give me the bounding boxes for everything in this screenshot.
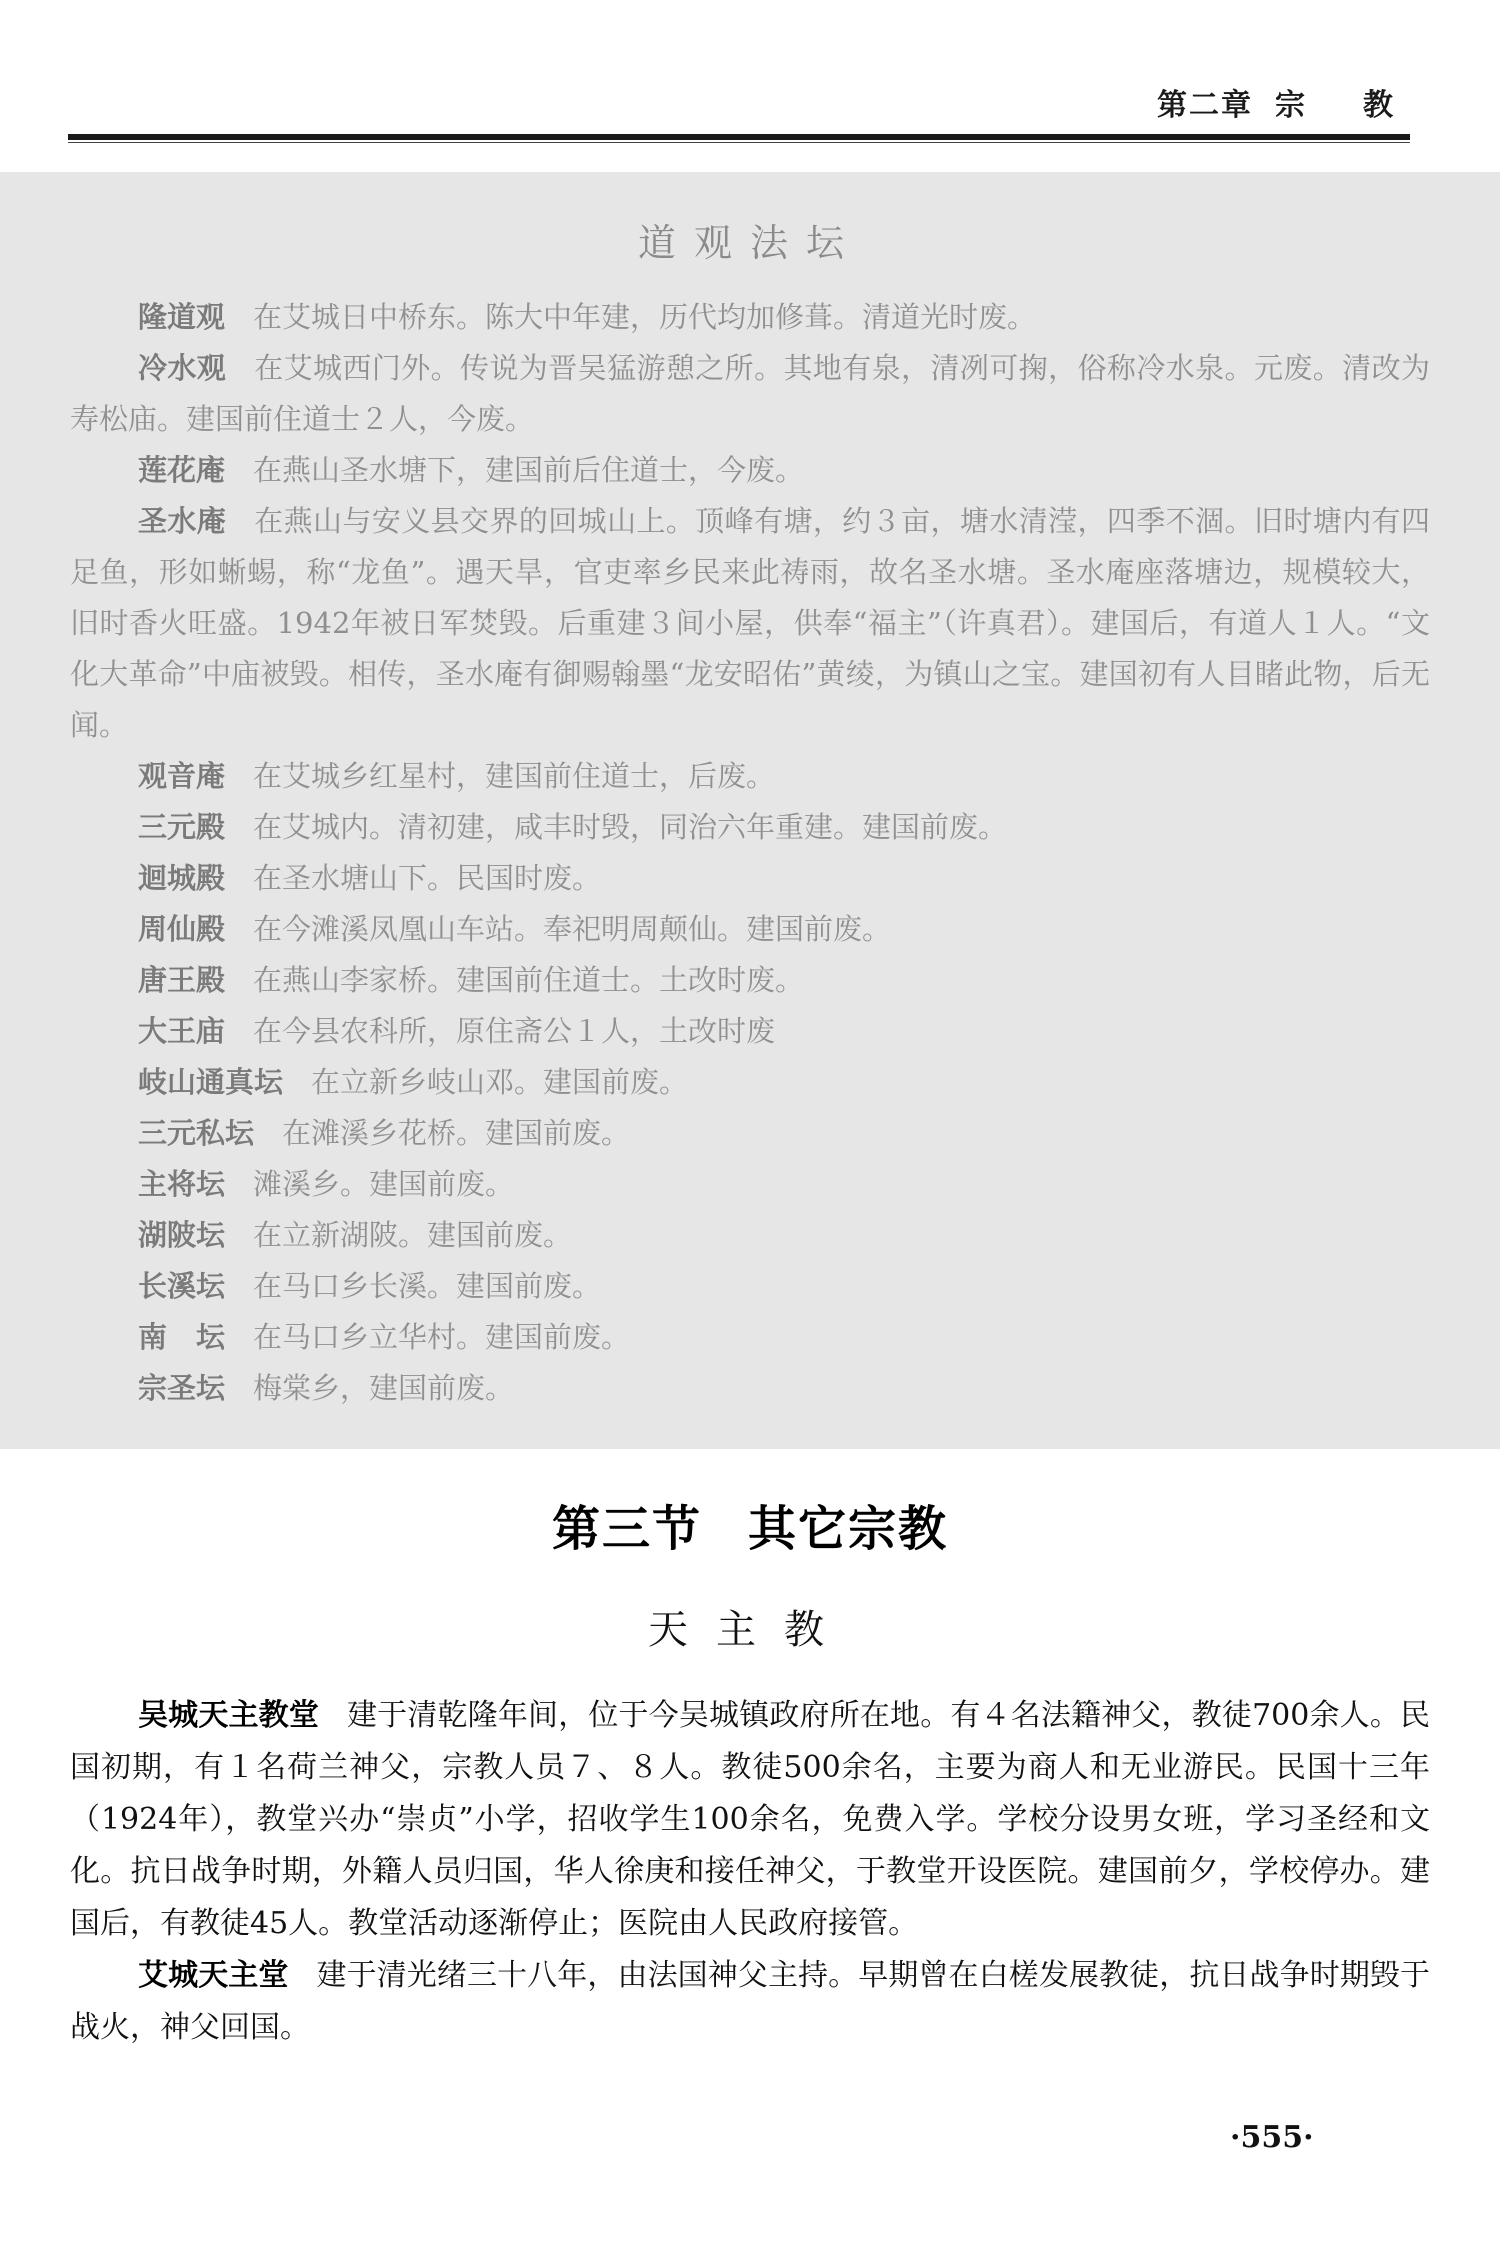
entry-name: 隆道观 (138, 300, 226, 334)
running-header (0, 80, 1395, 124)
entry-name: 岐山通真坛 (138, 1065, 284, 1099)
entry (70, 1108, 1430, 1159)
entry (70, 343, 1430, 445)
entry-name: 吴城天主教堂 (138, 1698, 320, 1733)
header-rule (68, 134, 1410, 140)
entry-name: 莲花庵 (138, 453, 226, 487)
entry-text: 在马口乡长溪。建国前废。 (253, 1269, 602, 1303)
section-title: 其它宗教 (748, 1501, 949, 1557)
entry (70, 292, 1430, 343)
chapter-topic-1: 宗 (1275, 88, 1307, 123)
entry (70, 1950, 1430, 2054)
entry-text: 在艾城西门外。传说为晋吴猛游憩之所。其地有泉，清冽可掬，俗称冷水泉。元废。清改为寿松庙。建国前住道士２人，今废。 (70, 351, 1430, 436)
entry (70, 1690, 1430, 1950)
entry (70, 853, 1430, 904)
entry-text: 在马口乡立华村。建国前废。 (253, 1320, 631, 1354)
entry-name: 主将坛 (138, 1167, 226, 1201)
header-rule-thin (68, 142, 1410, 143)
entry (70, 1159, 1430, 1210)
entry-name: 迴城殿 (138, 861, 226, 895)
entry-name: 冷水观 (138, 351, 227, 385)
entry (70, 1312, 1430, 1363)
entry-name: 周仙殿 (138, 912, 226, 946)
entry (70, 1006, 1430, 1057)
entry-text: 在滩溪乡花桥。建国前废。 (282, 1116, 631, 1150)
entry (70, 955, 1430, 1006)
entry-text: 在立新湖陂。建国前废。 (253, 1218, 573, 1252)
entry-text: 在圣水塘山下。民国时废。 (253, 861, 602, 895)
entry-name: 三元殿 (138, 810, 226, 844)
entry-name: 唐王殿 (138, 963, 226, 997)
entry-text: 滩溪乡。建国前废。 (253, 1167, 515, 1201)
taoist-section-title: 道观法坛 (637, 221, 862, 265)
entry-text: 梅棠乡，建国前废。 (253, 1371, 515, 1405)
entry-name: 湖陂坛 (138, 1218, 226, 1252)
section-heading (0, 1490, 1500, 1559)
entry-text: 在燕山与安义县交界的回城山上。顶峰有塘，约３亩，塘水清滢，四季不涸。旧时塘内有四足鱼，形如蜥蜴，称“龙鱼”。遇天旱，官吏率乡民来此祷雨，故名圣水塘。圣水庵座落塘边，规模较大，旧时香火旺盛。1942年被日军焚毁。后重建３间小屋，供奉“福主”（许真君）。建国后，有道人１人。“文化大革命”中庙被毁。相传，圣水庵有御赐翰墨“龙安昭佑”黄绫，为镇山之宝。建国初有人目睹此物，后无闻。 (70, 504, 1430, 742)
entry (70, 1363, 1430, 1414)
entry (70, 751, 1430, 802)
entry-text: 在立新乡岐山邓。建国前废。 (311, 1065, 689, 1099)
entry-text: 建于清乾隆年间，位于今吴城镇政府所在地。有４名法籍神父，教徒700余人。民国初期，有１名荷兰神父，宗教人员７、８人。教徒500余名，主要为商人和无业游民。民国十三年（1924年），教堂兴办“崇贞”小学，招收学生100余名，免费入学。学校分设男女班，学习圣经和文化。抗日战争时期，外籍人员归国，华人徐庚和接任神父，于教堂开设医院。建国前夕，学校停办。建国后，有教徒45人。教堂活动逐渐停止；医院由人民政府接管。 (70, 1698, 1430, 1941)
entry-name: 圣水庵 (138, 504, 227, 538)
page-number: ·555· (1230, 2120, 1314, 2155)
entry-text: 在燕山李家桥。建国前住道士。土改时废。 (253, 963, 805, 997)
entry-text: 在艾城日中桥东。陈大中年建，历代均加修葺。清道光时废。 (253, 300, 1037, 334)
entry (70, 1261, 1430, 1312)
entry (70, 904, 1430, 955)
entry-text: 在今滩溪凤凰山车站。奉祀明周颠仙。建国前废。 (253, 912, 892, 946)
entry (70, 802, 1430, 853)
entry (70, 496, 1430, 751)
section-number: 第三节 (551, 1501, 702, 1557)
catholic-section-title: 天主教 (648, 1607, 852, 1653)
entry (70, 445, 1430, 496)
entry-text: 在艾城内。清初建，咸丰时毁，同治六年重建。建国前废。 (253, 810, 1008, 844)
entry-text: 建于清光绪三十八年，由法国神父主持。早期曾在白槎发展教徒，抗日战争时期毁于战火，神父回国。 (70, 1958, 1431, 2045)
entry (70, 1210, 1430, 1261)
entry-name: 长溪坛 (138, 1269, 226, 1303)
entry-name: 艾城天主堂 (138, 1958, 289, 1993)
entry-name: 宗圣坛 (138, 1371, 226, 1405)
entry-name: 三元私坛 (138, 1116, 255, 1150)
chapter-topic-2: 教 (1363, 88, 1395, 123)
chapter-label: 第二章 (1157, 88, 1253, 123)
entry-text: 在燕山圣水塘下，建国前后住道士，今废。 (253, 453, 805, 487)
entry-text: 在艾城乡红星村，建国前住道士，后废。 (253, 759, 776, 793)
entry (70, 1057, 1430, 1108)
taoist-entries (70, 292, 1430, 1414)
entry-name: 大王庙 (138, 1014, 226, 1048)
entry-name: 观音庵 (138, 759, 226, 793)
catholic-entries (70, 1690, 1430, 2054)
entry-name: 南 坛 (138, 1320, 226, 1354)
entry-text: 在今县农科所，原住斋公１人，土改时废 (253, 1014, 776, 1048)
